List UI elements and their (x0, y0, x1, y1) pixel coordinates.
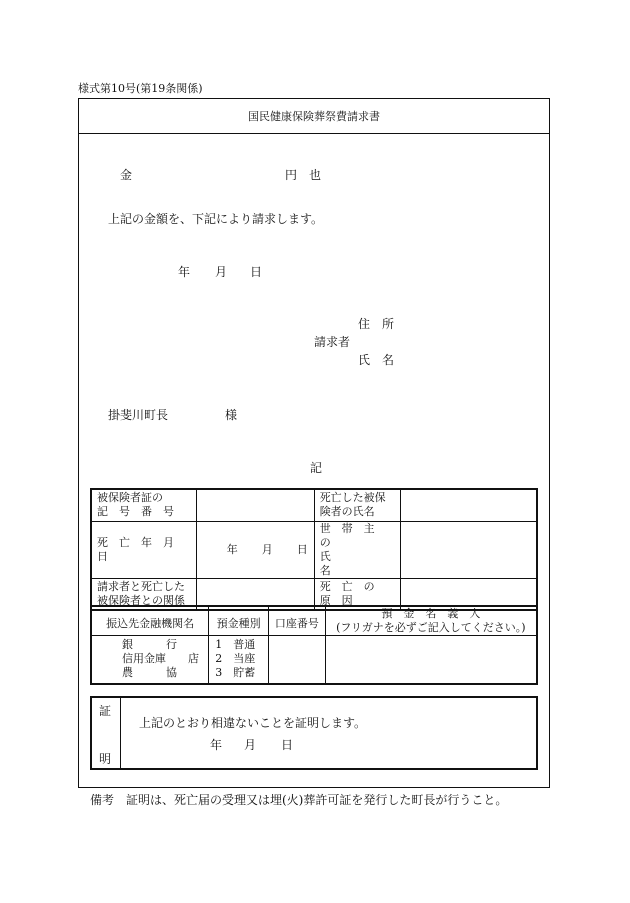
certification-divider (120, 698, 121, 768)
claimant-label: 請求者 (314, 335, 351, 349)
request-date-month: 月 (215, 265, 228, 279)
deceased-name-label-line1: 死亡した被保 (319, 491, 386, 505)
deposit-type-savings: 3 貯蓄 (215, 666, 256, 680)
certification-side-bottom: 明 (99, 752, 112, 766)
death-date-year: 年 (226, 542, 238, 556)
certification-date-year: 年 (210, 738, 223, 752)
bank-header-holder (325, 606, 537, 636)
certification-box (90, 696, 538, 770)
form-title: 国民健康保険葬祭費請求書 (248, 110, 380, 123)
death-date-label: 死 亡 年 月 日 (97, 535, 185, 563)
death-date-value[interactable] (196, 521, 314, 578)
institution-option-nokyo: 農 協 (122, 666, 177, 680)
request-sentence: 上記の金額を、下記により請求します。 (108, 212, 324, 226)
addressee-name: 掛斐川町長 (108, 408, 169, 422)
account-number-value[interactable] (268, 636, 325, 684)
householder-label-line1: 世 帯 主 の (319, 521, 386, 549)
holder-value[interactable] (325, 636, 537, 684)
householder-value[interactable] (400, 521, 537, 578)
amount-prefix: 金 (120, 168, 133, 182)
insured-number-label-line2: 記 号 番 号 (97, 505, 174, 519)
death-date-label-cell (91, 521, 196, 578)
insured-number-label-line1: 被保険者証の (97, 491, 163, 505)
householder-label-cell (314, 521, 400, 578)
claimant-address-label: 住 所 (358, 317, 395, 331)
bank-header-account-number: 口座番号 (268, 606, 325, 636)
insured-number-value[interactable] (196, 489, 314, 521)
footnote: 備考 証明は、死亡届の受理又は埋(火)葬許可証を発行した町長が行うこと。 (90, 793, 508, 807)
bank-account-table (90, 605, 538, 685)
certification-side-top: 証 (99, 704, 112, 718)
amount-suffix: 円 也 (285, 168, 322, 182)
death-date-month: 月 (261, 542, 273, 556)
bank-header-institution: 振込先金融機関名 (91, 606, 209, 636)
relation-label-line2: 被保険者との関係 (97, 593, 185, 607)
title-divider (78, 133, 550, 134)
relation-label-line1: 請求者と死亡した (97, 579, 185, 593)
institution-option-bank: 銀 行 (122, 638, 177, 652)
form-number: 様式第10号(第19条関係) (78, 82, 203, 95)
addressee-honorific: 様 (225, 408, 238, 422)
bank-header-deposit-type: 預金種別 (209, 606, 269, 636)
death-date-day: 日 (296, 542, 308, 556)
institution-options-cell[interactable] (91, 636, 209, 684)
death-cause-label: 死 亡 の 原 因 (319, 579, 386, 607)
claimant-name-label: 氏 名 (358, 353, 395, 367)
holder-header-label: 預 金 名 義 人 (381, 607, 481, 620)
deposit-type-current: 2 当座 (215, 652, 256, 666)
form-frame (78, 98, 550, 788)
deceased-info-table (90, 488, 538, 611)
deposit-type-ordinary: 1 普通 (215, 638, 256, 652)
deceased-name-label-cell (314, 489, 400, 521)
institution-option-shinkin: 信用金庫 店 (122, 652, 199, 666)
householder-label-line2: 氏 名 (319, 549, 386, 577)
certification-date-day: 日 (281, 738, 294, 752)
deceased-name-value[interactable] (400, 489, 537, 521)
certification-text: 上記のとおり相違ないことを証明します。 (139, 716, 367, 730)
deceased-name-label-line2: 険者の氏名 (319, 505, 375, 519)
deposit-type-options-cell[interactable] (209, 636, 269, 684)
holder-header-note: (フリガナを必ずご記入してください。) (336, 621, 526, 634)
request-date-day: 日 (250, 265, 263, 279)
insured-number-label-cell (91, 489, 196, 521)
certification-date-month: 月 (244, 738, 257, 752)
request-date-year: 年 (178, 265, 191, 279)
ki-label: 記 (310, 461, 323, 475)
